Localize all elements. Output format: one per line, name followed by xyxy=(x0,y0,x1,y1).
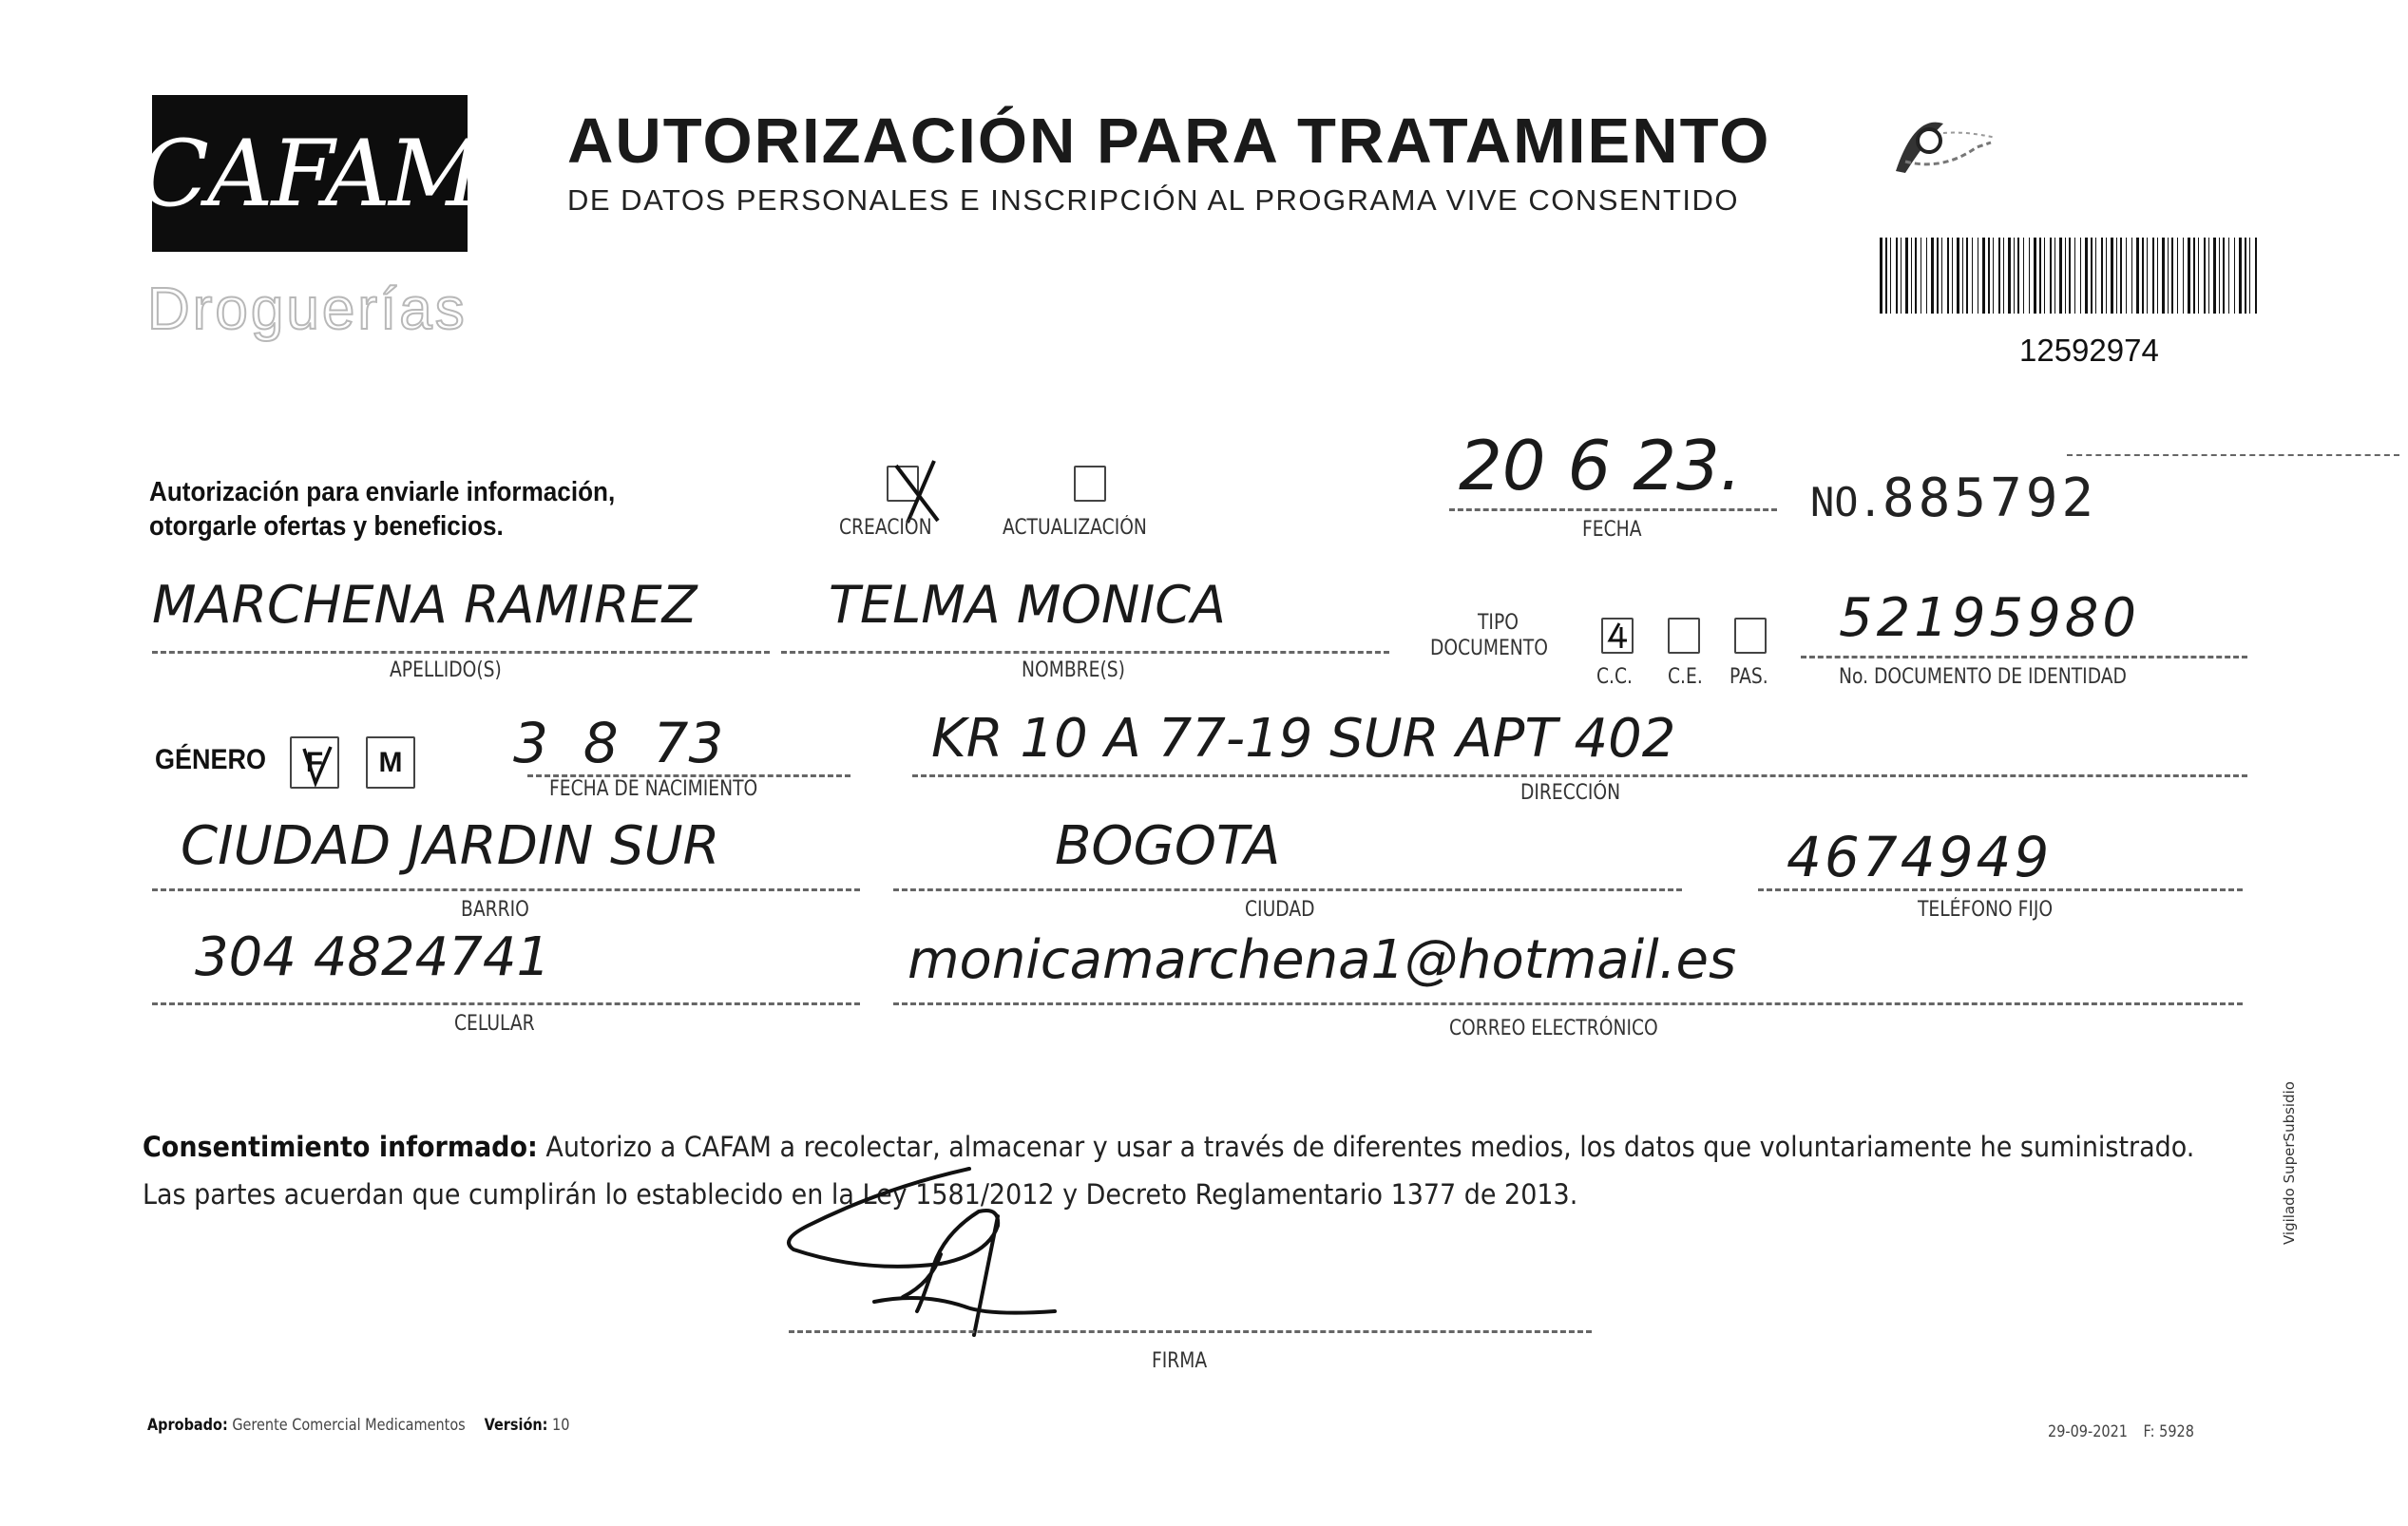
correo-line xyxy=(893,1002,2243,1005)
documento-label: No. DOCUMENTO DE IDENTIDAD xyxy=(1839,665,2127,689)
barcode-bar xyxy=(2120,238,2122,314)
barcode-bar xyxy=(2050,238,2052,314)
barcode-bar xyxy=(2039,238,2041,314)
footer-code: F: 5928 xyxy=(2143,1422,2194,1441)
barcode-bar xyxy=(2059,238,2062,314)
fecha-nacimiento-value: 3 8 73 xyxy=(513,711,724,775)
barcode-bar xyxy=(1988,238,1990,314)
signature xyxy=(751,1159,1150,1340)
barcode-bar xyxy=(2017,238,2019,314)
form-number xyxy=(1810,467,2097,529)
authorization-line-2: otorgarle ofertas y beneficios. xyxy=(149,511,504,542)
aprobado-value: Gerente Comercial Medicamentos xyxy=(232,1416,466,1435)
apellidos-value: MARCHENA RAMIREZ xyxy=(152,575,698,635)
barcode-bar xyxy=(2213,238,2216,314)
pas-checkbox[interactable] xyxy=(1734,618,1767,654)
telefono-label: TELÉFONO FIJO xyxy=(1918,898,2054,922)
barrio-label: BARRIO xyxy=(461,898,529,922)
genero-label: GÉNERO xyxy=(155,744,267,775)
barcode-bar xyxy=(1915,238,1917,314)
barcode-bar xyxy=(2101,238,2103,314)
celular-label: CELULAR xyxy=(454,1012,535,1036)
apellidos-line xyxy=(152,651,770,654)
barcode-bar xyxy=(1962,238,1963,314)
barcode-bar xyxy=(2023,238,2024,314)
barcode-bar xyxy=(1982,238,1985,314)
barcode-bar xyxy=(2168,238,2169,314)
barcode-bar xyxy=(2091,238,2093,314)
actualizacion-checkbox[interactable] xyxy=(1074,466,1106,502)
emblem-icon xyxy=(1886,95,2005,185)
celular-line xyxy=(152,1002,860,1005)
form-subtitle: DE DATOS PERSONALES E INSCRIPCIÓN AL PROGRAMA VIVE CONSENTIDO xyxy=(567,183,1740,217)
cc-label: C.C. xyxy=(1596,665,1634,689)
barcode-bar xyxy=(2157,238,2158,314)
barcode-bar xyxy=(2245,238,2246,314)
barcode-bar xyxy=(1896,238,1898,314)
documento-line xyxy=(1801,656,2247,658)
direccion-label: DIRECCIÓN xyxy=(1520,781,1621,805)
barcode-number: 12592974 xyxy=(2019,333,2159,368)
footer-approval xyxy=(147,1416,569,1435)
barcode-bar xyxy=(1937,238,1939,314)
barrio-value: CIUDAD JARDIN SUR xyxy=(181,815,720,877)
fecha-value: 20 6 23. xyxy=(1459,426,1742,505)
barcode-bar xyxy=(2131,238,2132,314)
tipo-documento-label-2: DOCUMENTO xyxy=(1430,637,1548,660)
barcode-bar xyxy=(1952,238,1953,314)
barcode-bar xyxy=(2074,238,2075,314)
nombres-label: NOMBRE(S) xyxy=(1022,658,1125,682)
vertical-watermark-text: Vigilado SuperSubsidio xyxy=(2281,1081,2298,1245)
barcode-bar xyxy=(2177,238,2178,314)
apellidos-label: APELLIDO(S) xyxy=(390,658,502,682)
barcode-bar xyxy=(1966,238,1968,314)
authorization-line-1: Autorización para enviarle información, xyxy=(149,477,616,507)
barcode-bar xyxy=(2223,238,2225,314)
direccion-line xyxy=(912,774,2247,777)
cc-check-mark-icon xyxy=(1604,620,1633,652)
ce-label: C.E. xyxy=(1668,665,1703,689)
pas-label: PAS. xyxy=(1730,665,1768,689)
barcode-bar xyxy=(1885,238,1887,314)
barcode-bar xyxy=(1911,238,1912,314)
barcode-bar xyxy=(2054,238,2055,314)
logo-subtitle: Droguerías xyxy=(147,277,468,342)
barcode-bar xyxy=(2255,238,2257,314)
barcode-bar xyxy=(2095,238,2096,314)
barcode-bar xyxy=(2065,238,2066,314)
barcode-bar xyxy=(1972,238,1973,314)
genero-m-label: M xyxy=(378,746,403,778)
barcode-bar xyxy=(2208,238,2209,314)
barcode-bar xyxy=(2204,238,2206,314)
actualizacion-label: ACTUALIZACIÓN xyxy=(1003,516,1147,540)
barcode-bar xyxy=(1998,238,2000,314)
telefono-line xyxy=(1758,888,2243,891)
form-title: AUTORIZACIÓN PARA TRATAMIENTO xyxy=(567,105,1771,177)
correo-label: CORREO ELECTRÓNICO xyxy=(1449,1017,1658,1040)
barrio-line xyxy=(152,888,860,891)
form-number-label: NO. xyxy=(1810,479,1882,525)
barcode-bar xyxy=(1880,238,1882,314)
barcode-bar xyxy=(2085,238,2088,314)
consent-line-2: Las partes acuerdan que cumplirán lo establecido en la Ley 1581/2012 y Decreto Reglamentario 1377 de 2013. xyxy=(143,1178,1578,1211)
telefono-value: 4674949 xyxy=(1787,825,2053,889)
firma-label: FIRMA xyxy=(1152,1349,1208,1373)
barcode-bar xyxy=(2228,238,2229,314)
barcode-bar xyxy=(2014,238,2015,314)
barcode-bar xyxy=(2193,238,2195,314)
barcode-bar xyxy=(2126,238,2127,314)
cafam-logo xyxy=(139,95,481,252)
fecha-line xyxy=(1449,508,1777,511)
barcode-bar xyxy=(2029,238,2030,314)
tipo-documento-label-1: TIPO xyxy=(1478,611,1519,635)
barcode-bar xyxy=(2136,238,2139,314)
barcode-bar xyxy=(2234,238,2235,314)
consent-line-1-text: Autorizo a CAFAM a recolectar, almacenar y usar a través de diferentes medios, los datos que voluntariamente he suministrado. xyxy=(537,1131,2195,1163)
correo-value: monicamarchena1@hotmail.es xyxy=(908,929,1737,991)
celular-value: 304 4824741 xyxy=(195,926,551,988)
barcode-bar xyxy=(2003,238,2004,314)
nombres-value: TELMA MONICA xyxy=(829,575,1226,635)
ce-checkbox[interactable] xyxy=(1668,618,1700,654)
barcode xyxy=(1880,238,2264,314)
barcode-bar xyxy=(2198,238,2199,314)
barcode-bar xyxy=(2034,238,2036,314)
logo-text: CAFAM xyxy=(139,120,481,227)
barcode-bar xyxy=(1931,238,1934,314)
barcode-bar xyxy=(2142,238,2144,314)
ciudad-line xyxy=(893,888,1682,891)
barcode-bar xyxy=(2116,238,2117,314)
barcode-bar xyxy=(2249,238,2250,314)
genero-f-label: F xyxy=(305,746,324,778)
version-value: 10 xyxy=(552,1416,570,1435)
barcode-bar xyxy=(1901,238,1902,314)
genero-m-checkbox[interactable] xyxy=(366,736,415,789)
consent-line-1 xyxy=(143,1123,2194,1171)
barcode-bar xyxy=(2162,238,2165,314)
barcode-bar xyxy=(1905,238,1908,314)
fecha-label: FECHA xyxy=(1582,518,1642,542)
barcode-bar xyxy=(2239,238,2242,314)
consent-bold-lead: Consentimiento informado: xyxy=(143,1131,538,1163)
barcode-bar xyxy=(2188,238,2190,314)
barcode-bar xyxy=(2044,238,2045,314)
creacion-label: CREACIÓN xyxy=(839,516,932,540)
barcode-bar xyxy=(2080,238,2081,314)
authorization-text xyxy=(149,475,615,544)
barcode-bar xyxy=(1947,238,1949,314)
barcode-bar xyxy=(2106,238,2107,314)
version-label: Versión: xyxy=(484,1416,548,1435)
barcode-bar xyxy=(2111,238,2113,314)
firma-line xyxy=(789,1330,1592,1333)
direccion-value: KR 10 A 77-19 SUR APT 402 xyxy=(931,708,1676,770)
barcode-bar xyxy=(1941,238,1942,314)
top-right-line xyxy=(2067,454,2399,456)
barcode-bar xyxy=(1993,238,1994,314)
barcode-bar xyxy=(2008,238,2011,314)
documento-value: 52195980 xyxy=(1839,587,2141,649)
fecha-nacimiento-label: FECHA DE NACIMIENTO xyxy=(549,777,758,801)
barcode-bar xyxy=(1890,238,1891,314)
form-number-value: 885792 xyxy=(1882,467,2098,529)
nombres-line xyxy=(781,651,1389,654)
genero-f-check-mark-icon xyxy=(295,741,337,789)
barcode-bar xyxy=(2219,238,2220,314)
ciudad-value: BOGOTA xyxy=(1055,815,1281,877)
barcode-bar xyxy=(2152,238,2154,314)
barcode-bar xyxy=(2183,238,2184,314)
barcode-bar xyxy=(1957,238,1959,314)
barcode-bar xyxy=(1926,238,1927,314)
footer-date: 29-09-2021 xyxy=(2048,1422,2128,1441)
barcode-bar xyxy=(2147,238,2148,314)
barcode-bar xyxy=(2069,238,2071,314)
aprobado-label: Aprobado: xyxy=(147,1416,228,1435)
ciudad-label: CIUDAD xyxy=(1245,898,1315,922)
barcode-bar xyxy=(2171,238,2173,314)
footer-date-code xyxy=(2048,1422,2194,1441)
